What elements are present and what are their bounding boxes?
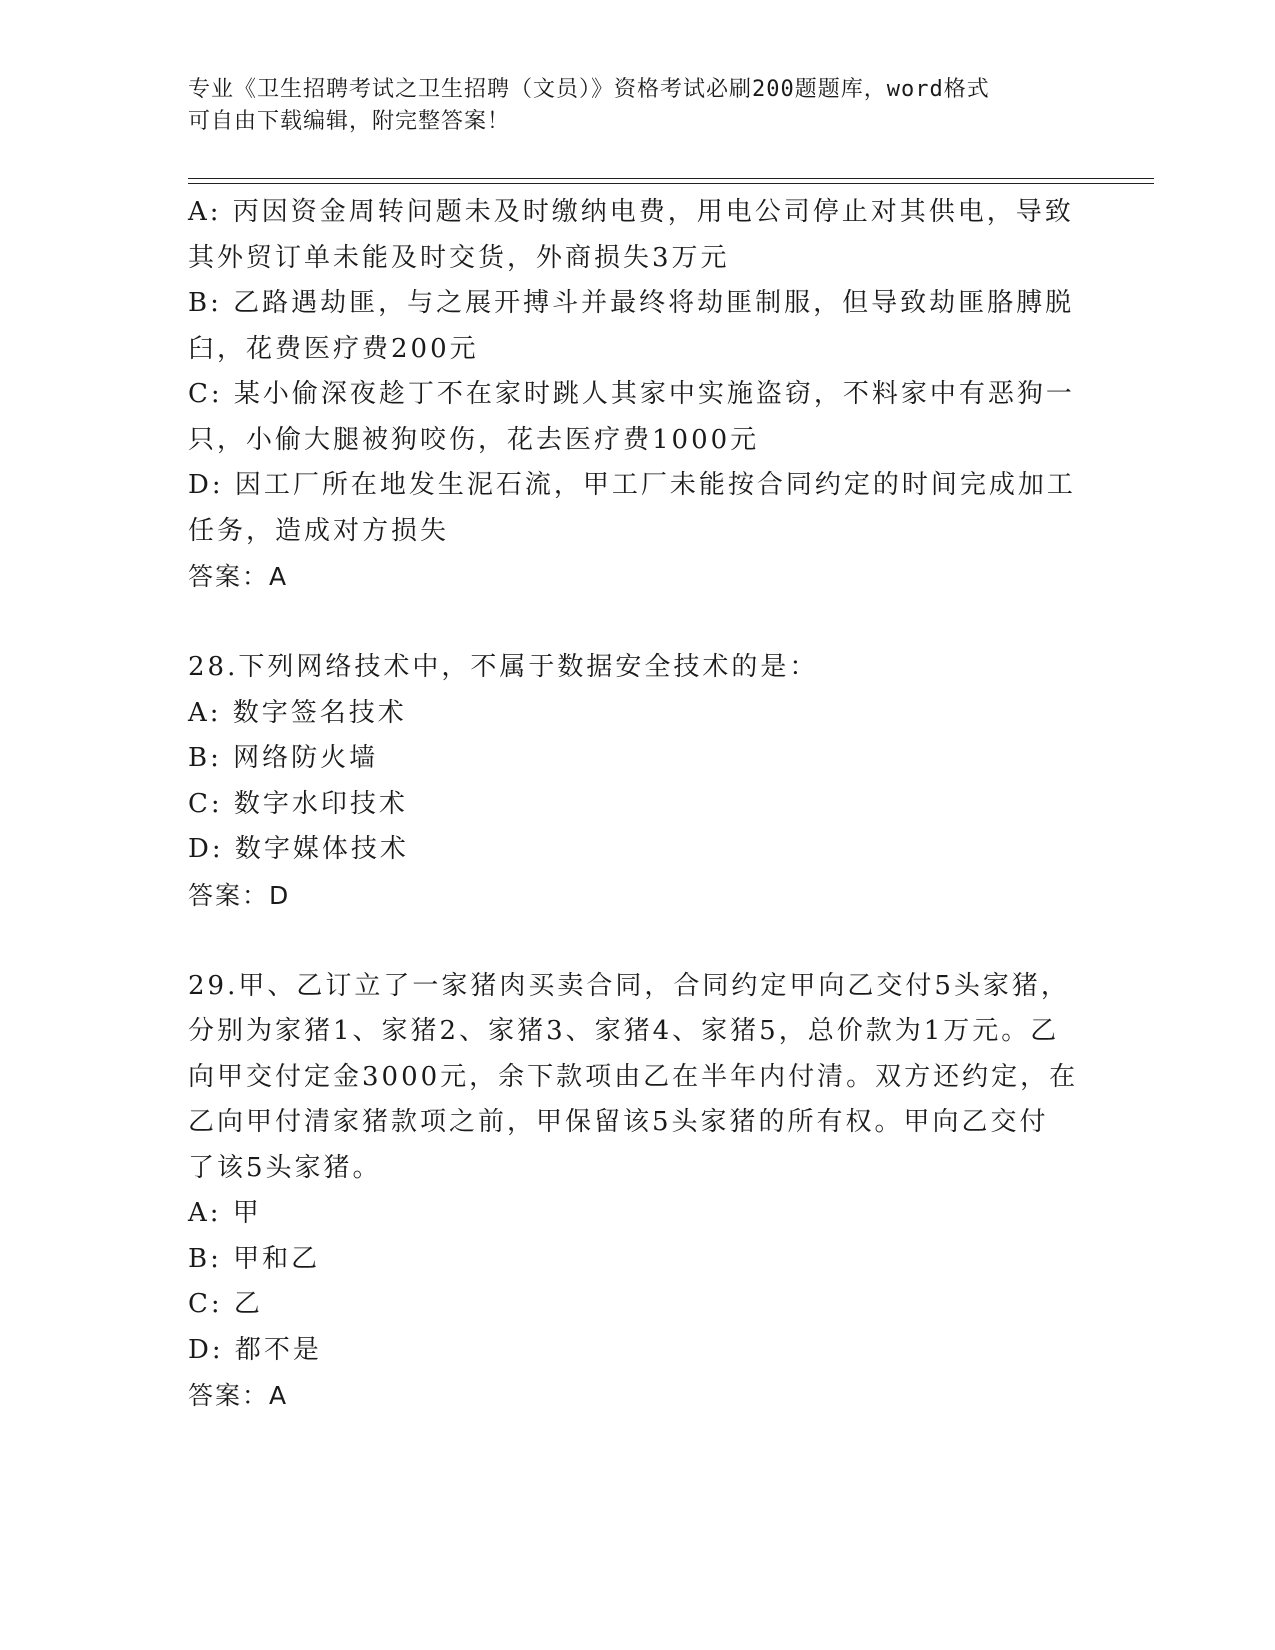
q29-answer: 答案：A [188,1381,289,1410]
q29-option-d: D: 都不是 [188,1334,322,1365]
header-rule-top [188,178,1154,179]
q28-option-d: D: 数字媒体技术 [188,834,409,864]
question-28-block [188,645,1088,918]
q27-option-d-line-1: D: 因工厂所在地发生泥石流，甲工厂未能按合同约定的时间完成加工 [188,470,1076,500]
q27-option-a-line-2: 其外贸订单未能及时交货，外商损失3万元 [188,242,730,273]
q28-question: 28.下列网络技术中，不属于数据安全技术的是： [188,652,819,682]
header-line-2: 可自由下载编辑，附完整答案！ [188,109,511,134]
q28-option-c: C: 数字水印技术 [188,788,408,819]
q27-option-d-line-2: 任务，造成对方损失 [188,515,450,546]
document-header [188,74,1088,138]
q29-question-line-2: 分别为家猪1、家猪2、家猪3、家猪4、家猪5，总价款为1万元。乙 [188,1016,1060,1046]
q28-option-a: A: 数字签名技术 [188,697,407,728]
q28-answer: 答案：D [188,880,291,910]
q27-option-b-line-1: B: 乙路遇劫匪，与之展开搏斗并最终将劫匪制服，但导致劫匪胳膊脱 [188,288,1075,318]
header-rule-bottom [188,183,1154,184]
q29-question-line-3: 向甲交付定金3000元，余下款项由乙在半年内付清。双方还约定，在 [188,1061,1079,1092]
question-29-block [188,964,1088,1419]
document-body [188,190,1088,1419]
q27-option-b-line-2: 臼，花费医疗费200元 [188,333,479,364]
q29-option-c: C: 乙 [188,1289,263,1319]
spacer [188,918,1088,964]
header-line-1: 专业《卫生招聘考试之卫生招聘（文员）》资格考试必刷200题题库，word格式 [188,77,990,102]
q27-answer: 答案：A [188,562,289,591]
q27-option-c-line-2: 只，小偷大腿被狗咬伤，花去医疗费1000元 [188,424,760,455]
spacer [188,600,1088,646]
q29-option-b: B: 甲和乙 [188,1243,321,1274]
q29-option-a: A: 甲 [188,1198,262,1228]
q28-option-b: B: 网络防火墙 [188,743,379,773]
q29-question-line-5: 了该5头家猪。 [188,1152,382,1183]
question-27-block [188,190,1088,600]
q29-question-line-4: 乙向甲付清家猪款项之前，甲保留该5头家猪的所有权。甲向乙交付 [188,1107,1049,1137]
q27-option-a-line-1: A: 丙因资金周转问题未及时缴纳电费，用电公司停止对其供电，导致 [188,197,1074,227]
q29-question-line-1: 29.甲、乙订立了一家猪肉买卖合同，合同约定甲向乙交付5头家猪， [188,970,1070,1001]
q27-option-c-line-1: C: 某小偷深夜趁丁不在家时跳人其家中实施盗窃，不料家中有恶狗一 [188,379,1075,409]
